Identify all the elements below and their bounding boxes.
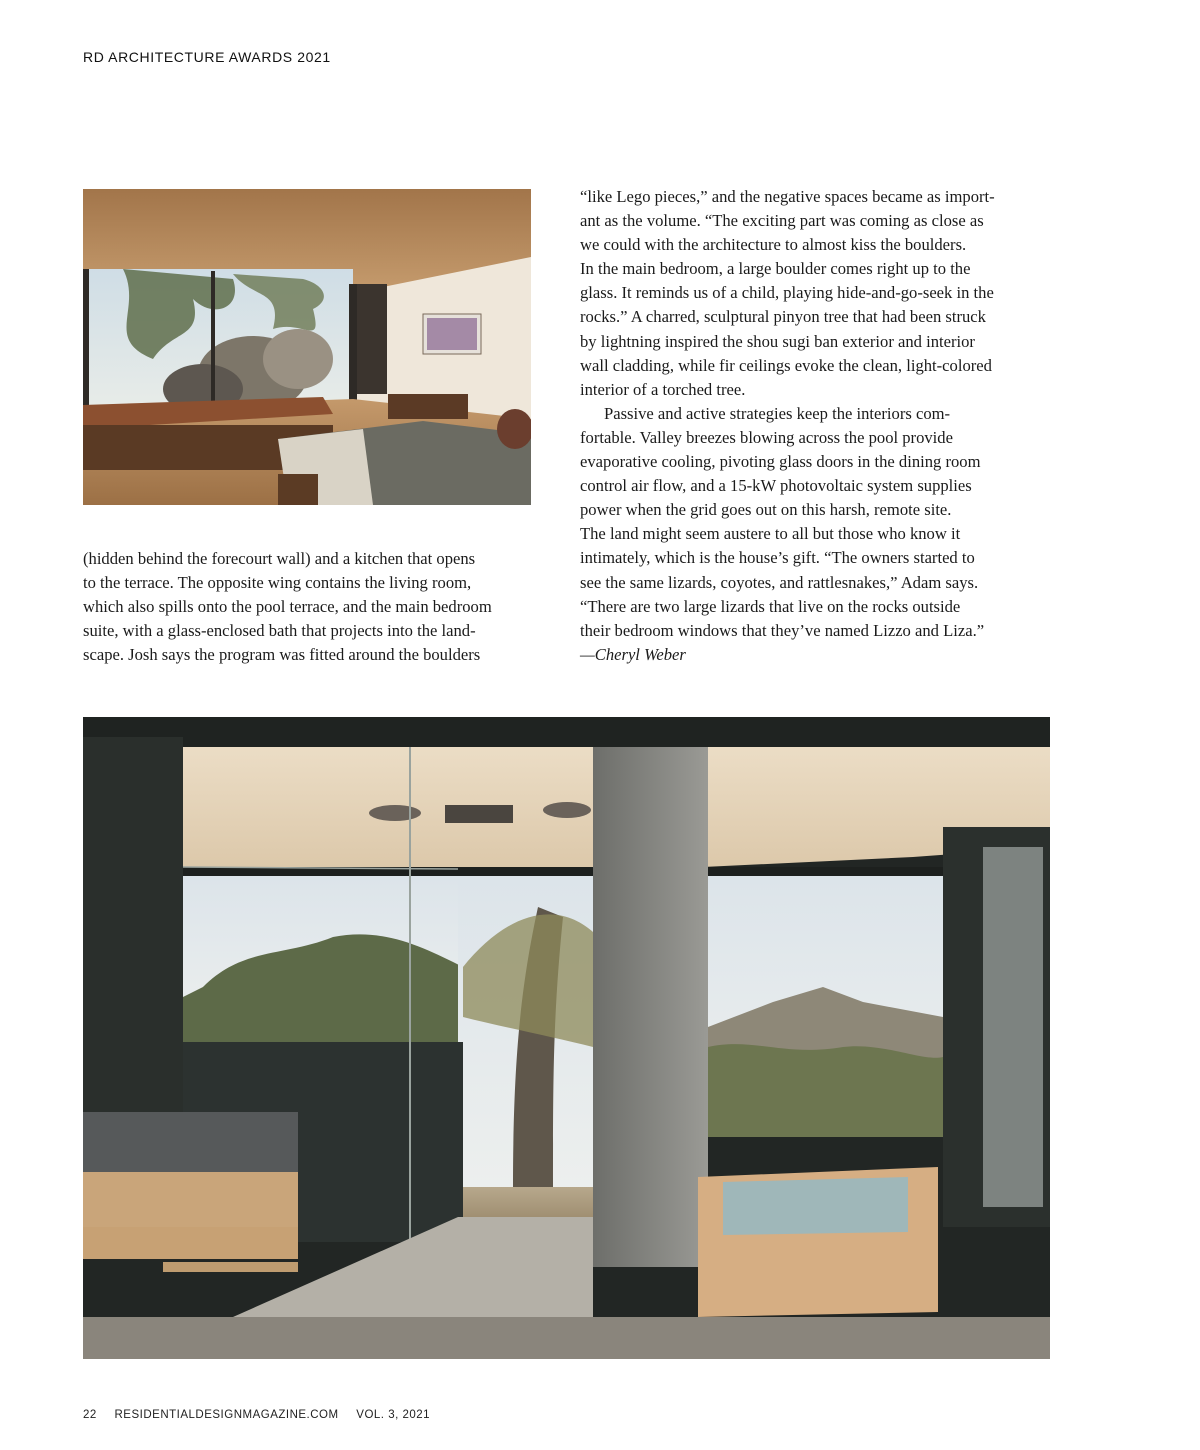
text-line: glass. It reminds us of a child, playing hide-and-go-seek in the [580,283,994,303]
text-line: intimately, which is the house’s gift. “The owners started to [580,548,975,568]
text-line: rocks.” A charred, sculptural pinyon tree that had been struck [580,307,986,327]
text-line: suite, with a glass-enclosed bath that projects into the land- [83,621,476,641]
article-paragraph [83,547,543,667]
article-text-left [83,547,543,667]
text-line: by lightning inspired the shou sugi ban exterior and interior [580,331,975,351]
text-line: which also spills onto the pool terrace, and the main bedroom [83,597,492,617]
text-line: Passive and active strategies keep the interiors com- [604,403,951,423]
text-line: power when the grid goes out on this harsh, remote site. [580,500,952,520]
text-line: their bedroom windows that they’ve named Lizzo and Liza.” [580,620,985,640]
text-line: interior of a torched tree. [580,379,746,399]
author-signature: —Cheryl Weber [580,644,686,664]
page-footer [83,1409,444,1421]
text-line: to the terrace. The opposite wing contains the living room, [83,573,472,593]
text-line: see the same lizards, coyotes, and rattlesnakes,” Adam says. [580,572,979,592]
bathroom-photo [83,717,1050,1359]
text-line: scape. Josh says the program was fitted around the boulders [83,645,481,665]
text-line: (hidden behind the forecourt wall) and a kitchen that opens [83,549,476,568]
text-line: “There are two large lizards that live on the rocks outside [580,596,961,616]
issue-volume: VOL. 3, 2021 [356,1409,431,1421]
text-line: “like Lego pieces,” and the negative spaces became as import- [580,187,995,206]
text-line: fortable. Valley breezes blowing across the pool provide [580,427,953,447]
magazine-website: RESIDENTIALDESIGNMAGAZINE.COM [114,1409,339,1421]
text-line: The land might seem austere to all but those who know it [580,524,961,544]
section-header: RD ARCHITECTURE AWARDS 2021 [83,49,331,65]
article-text-right [580,185,1060,667]
article-paragraph [580,185,1060,402]
text-line: In the main bedroom, a large boulder comes right up to the [580,259,971,279]
text-line: control air flow, and a 15-kW photovoltaic system supplies [580,476,972,496]
bedroom-photo [83,189,531,505]
text-line: ant as the volume. “The exciting part was coming as close as [580,211,984,231]
text-line: we could with the architecture to almost kiss the boulders. [580,235,967,255]
article-paragraph [580,402,1060,667]
text-line: wall cladding, while fir ceilings evoke the clean, light-colored [580,355,992,375]
page-number: 22 [83,1409,97,1421]
text-line: evaporative cooling, pivoting glass doors in the dining room [580,452,981,472]
